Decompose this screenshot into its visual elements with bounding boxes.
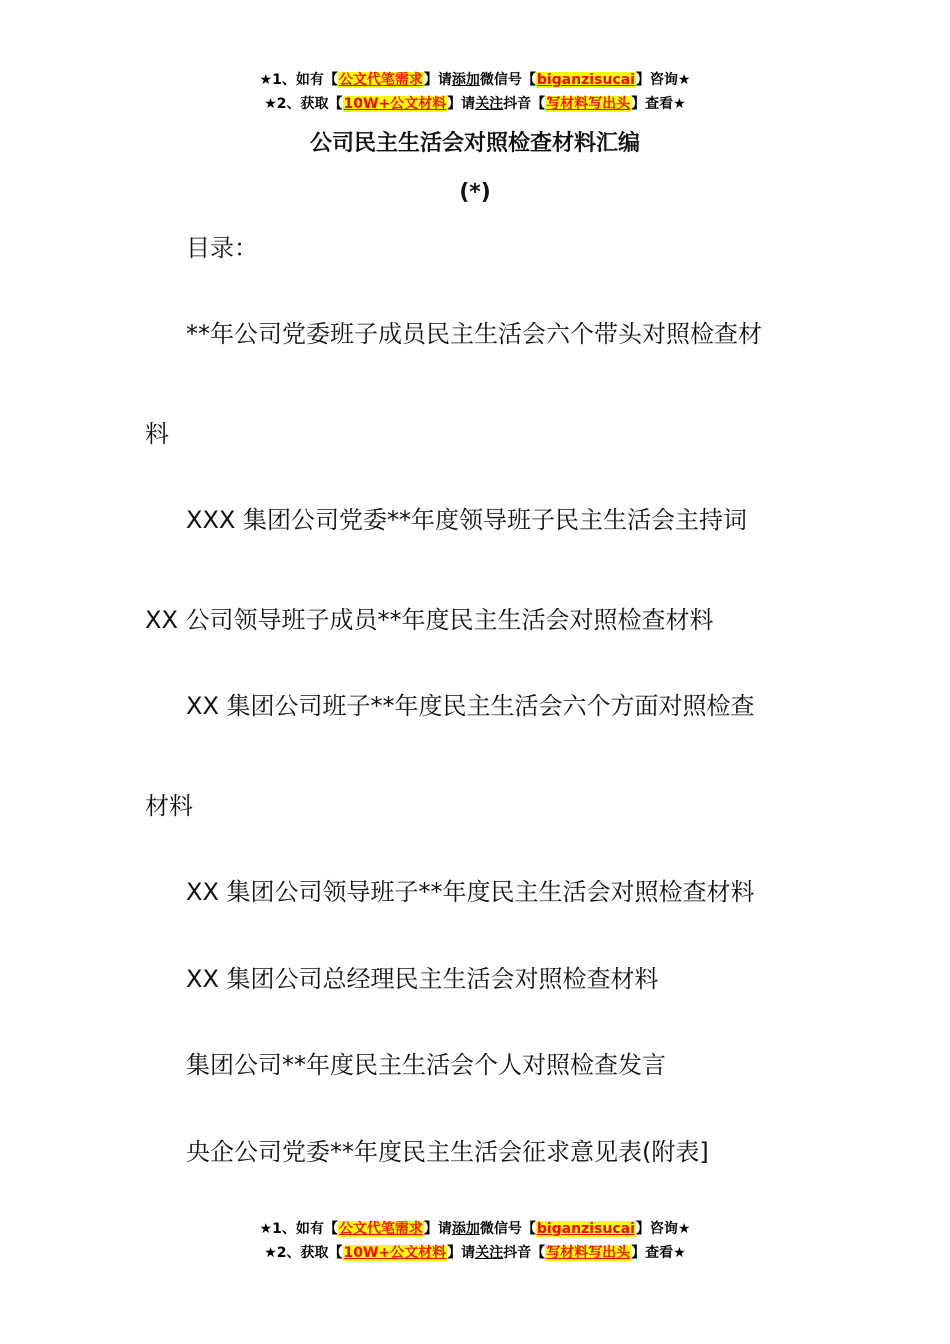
banner-highlight: biganzisucai: [536, 1221, 635, 1237]
toc-item: XX 集团公司班子**年度民主生活会六个方面对照检查: [186, 692, 755, 720]
banner-underline: 关注: [475, 1245, 504, 1261]
toc-item: XX 公司领导班子成员**年度民主生活会对照检查材料: [145, 606, 714, 634]
toc-item: 料: [145, 420, 169, 448]
toc-item: XX 集团公司总经理民主生活会对照检查材料: [186, 965, 659, 993]
banner-highlight: 写材料写出头: [546, 1245, 631, 1261]
toc-heading: 目录：: [186, 234, 258, 262]
banner-text: 】咨询★: [635, 1221, 691, 1237]
banner-text: 微信号【: [479, 72, 536, 88]
banner-highlight: 公文代笔需求: [338, 1221, 423, 1237]
banner-line-1: [0, 68, 950, 92]
banner-underline: 添加: [451, 1221, 480, 1237]
header-banner: [0, 68, 950, 116]
banner-text: 】请: [447, 1245, 476, 1261]
document-subtitle: (*): [459, 180, 491, 205]
toc-item: XX 集团公司领导班子**年度民主生活会对照检查材料: [186, 878, 755, 906]
banner-highlight: 公文代笔需求: [338, 72, 423, 88]
toc-item: 材料: [145, 792, 193, 820]
banner-line-2: [0, 92, 950, 116]
banner-text: 】请: [423, 1221, 452, 1237]
toc-item: 集团公司**年度民主生活会个人对照检查发言: [186, 1051, 666, 1079]
footer-banner: [0, 1217, 950, 1265]
banner-highlight: 10W+公文材料: [343, 96, 447, 112]
banner-highlight: 写材料写出头: [546, 96, 631, 112]
banner-text: 抖音【: [503, 96, 546, 112]
banner-underline: 关注: [475, 96, 504, 112]
banner-text: 】请: [447, 96, 476, 112]
banner-text: ★1、如有【: [259, 1221, 338, 1237]
banner-highlight: biganzisucai: [536, 72, 635, 88]
toc-item: **年公司党委班子成员民主生活会六个带头对照检查材: [186, 320, 762, 348]
banner-line-2: [0, 1241, 950, 1265]
banner-highlight: 10W+公文材料: [343, 1245, 447, 1261]
toc-item: 央企公司党委**年度民主生活会征求意见表(附表]: [186, 1138, 709, 1166]
banner-text: 抖音【: [503, 1245, 546, 1261]
banner-text: 】查看★: [631, 96, 686, 112]
banner-text: ★1、如有【: [259, 72, 338, 88]
banner-line-1: [0, 1217, 950, 1241]
document-title: 公司民主生活会对照检查材料汇编: [309, 131, 640, 156]
banner-text: 】查看★: [631, 1245, 686, 1261]
banner-text: ★2、获取【: [264, 1245, 343, 1261]
banner-underline: 添加: [451, 72, 480, 88]
banner-text: 微信号【: [479, 1221, 536, 1237]
banner-text: 】咨询★: [635, 72, 691, 88]
toc-item: XXX 集团公司党委**年度领导班子民主生活会主持词: [186, 506, 747, 534]
banner-text: ★2、获取【: [264, 96, 343, 112]
banner-text: 】请: [423, 72, 452, 88]
